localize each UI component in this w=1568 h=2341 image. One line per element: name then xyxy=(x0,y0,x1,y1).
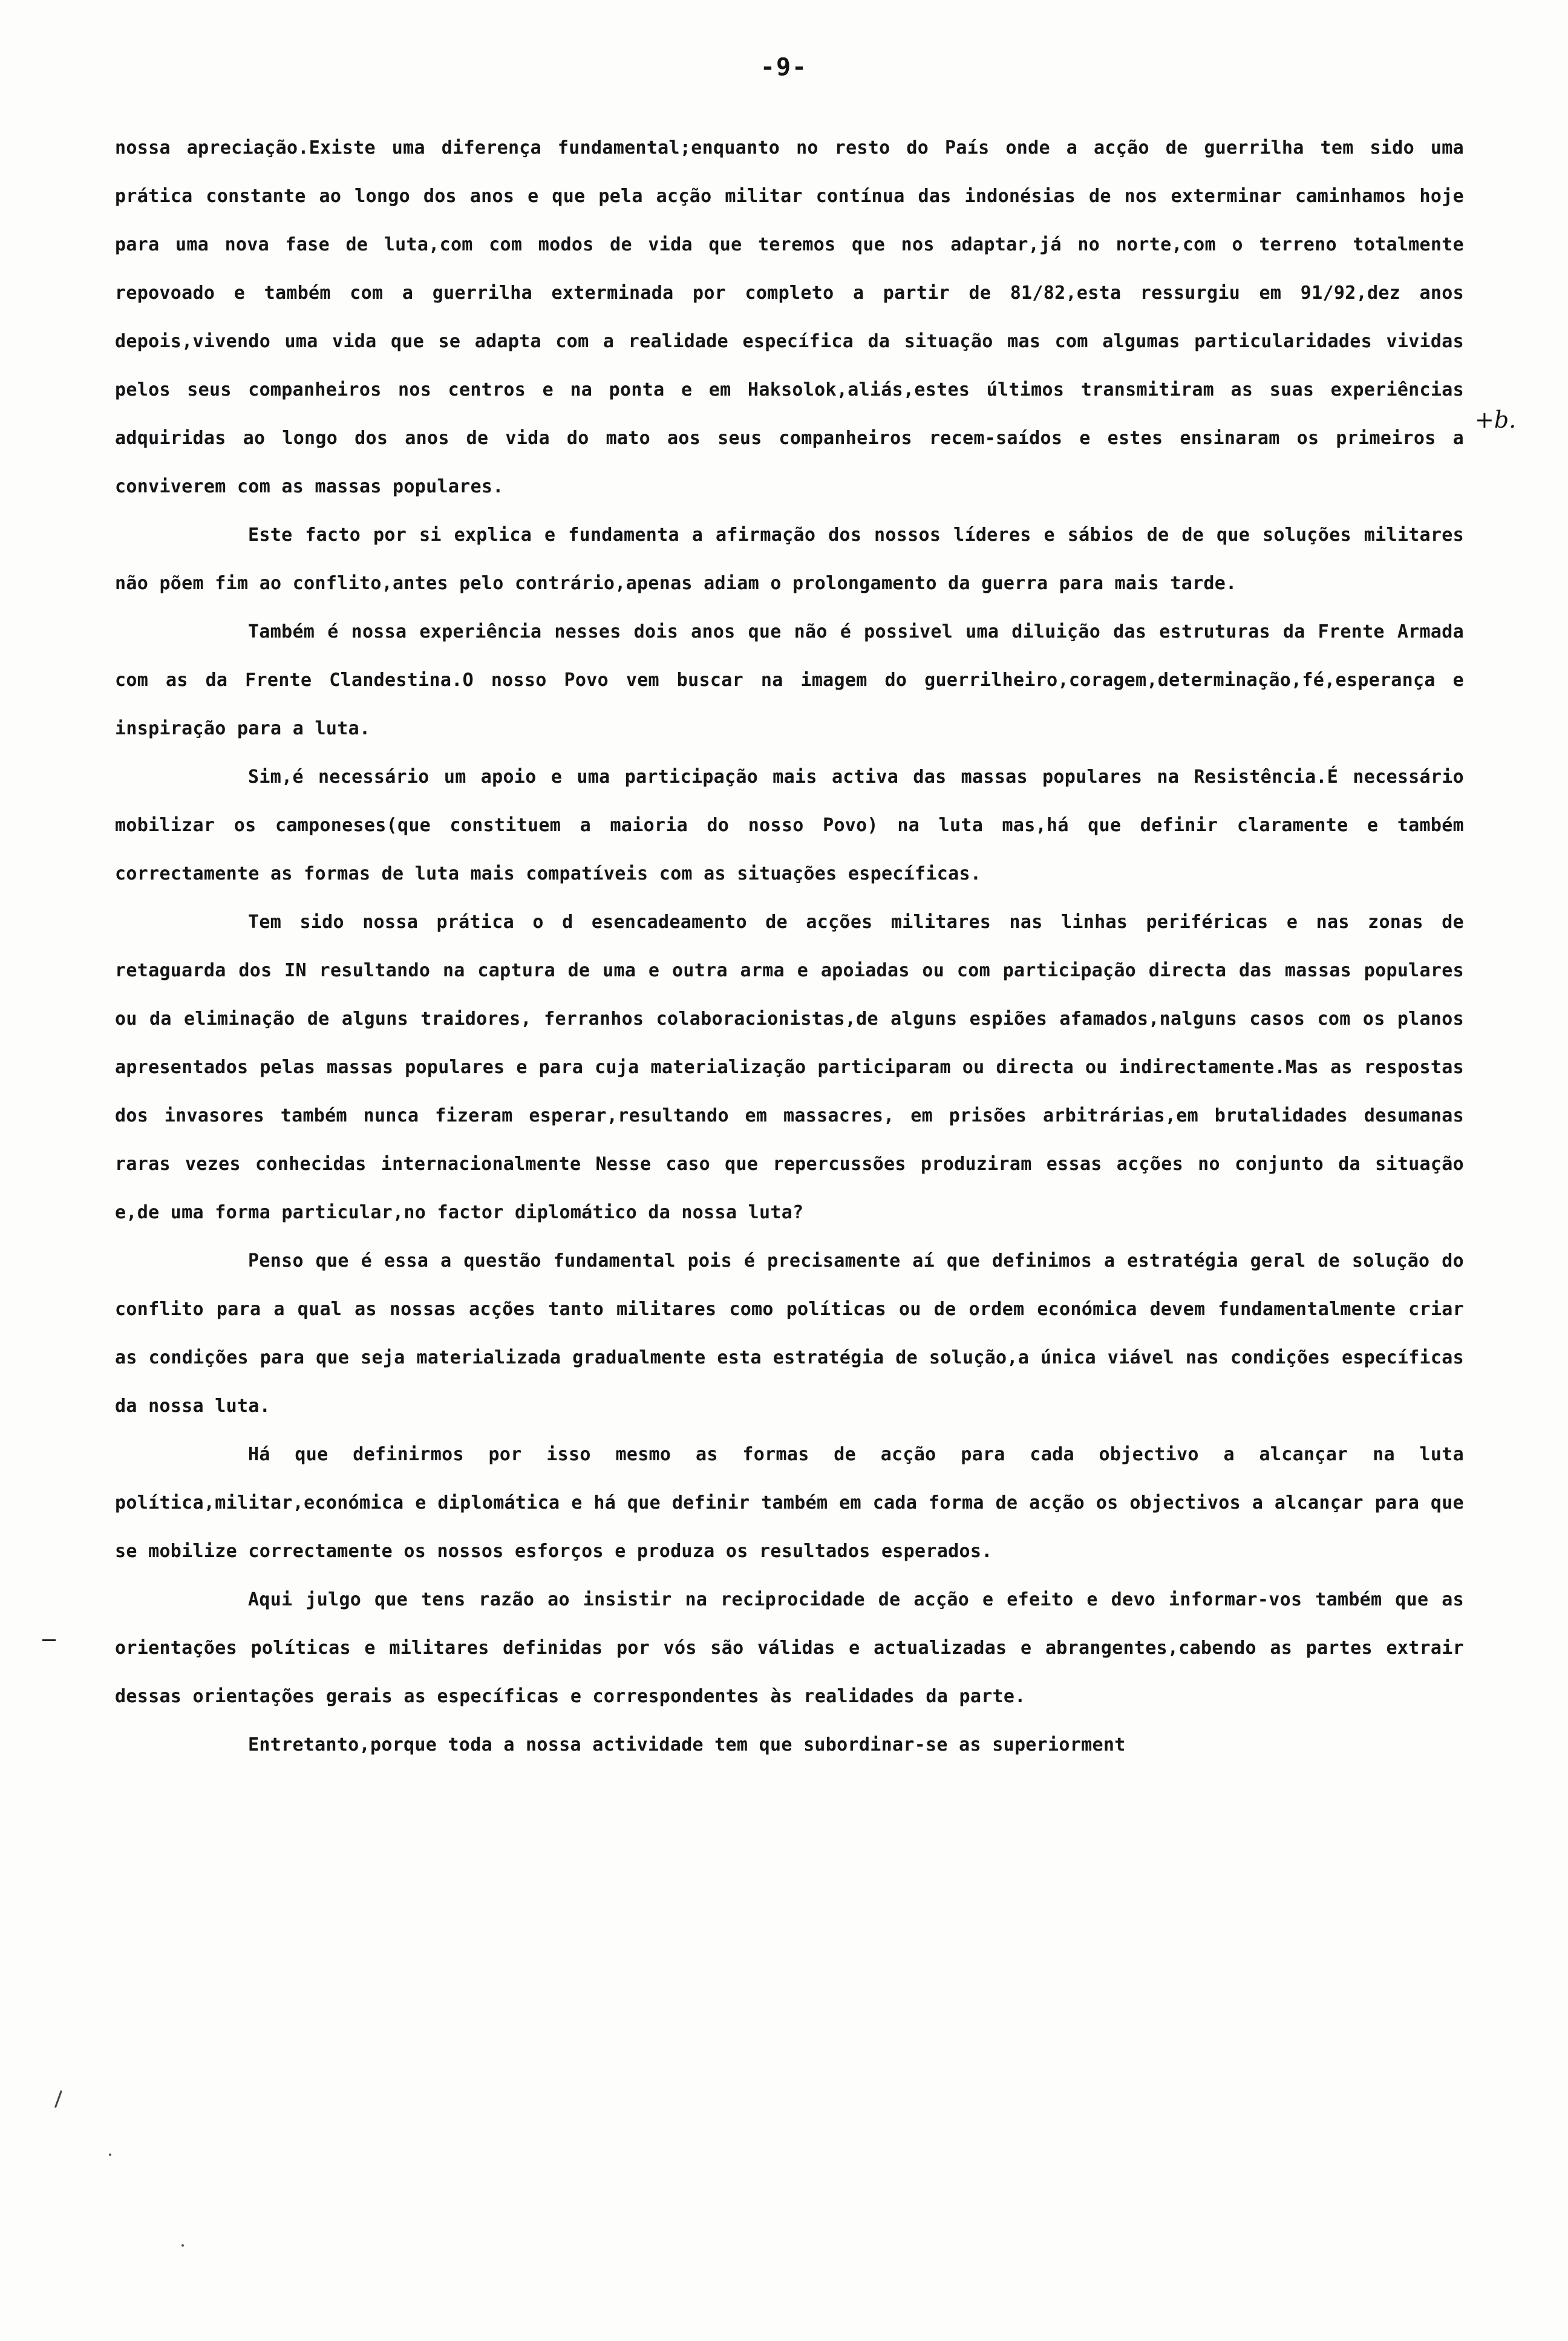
paragraph-6: Penso que é essa a questão fundamental pois é precisamente aí que definimos a estratégia geral de solução do conflito para a qual as nossas acções tanto militares como políticas ou de ordem económica devem fundamentalmente criar as condições para que seja materializada gradualmente esta estratégia de solução,a única viável nas condições específicas da nossa luta. xyxy=(115,1250,1464,1417)
paragraph-4: Sim,é necessário um apoio e uma participação mais activa das massas populares na Resistência.É necessário mobilizar os camponeses(que constituem a maioria do nosso Povo) na luta mas,há que definir claramente e também correctamente as formas de luta mais compatíveis com as situações específicas. xyxy=(115,766,1464,884)
paragraph-9: Entretanto,porque toda a nossa actividade tem que subordinar-se as superiorment xyxy=(248,1734,1126,1755)
margin-dash-mark xyxy=(42,1639,56,1641)
scan-speck xyxy=(109,2153,111,2156)
paragraph-5: Tem sido nossa prática o d esencadeamento de acções militares nas linhas periféricas e nas zonas de retaguarda dos IN resultando na captura de uma e outra arma e apoiadas ou com participação directa das massas populares ou da eliminação de alguns traidores, ferranhos colaboracionistas,de alguns espiões afamados,nalguns casos com os planos apresentados pelas massas populares e para cuja materialização participaram ou directa ou indirectamente.Mas as respostas dos invasores também nunca fizeram esperar,resultando em massacres, em prisões arbitrárias,em brutalidades desumanas raras vezes conhecidas internacionalmente Nesse caso que repercussões produziram essas acções no conjunto da situação e,de uma forma particular,no factor diplomático da nossa luta? xyxy=(115,912,1464,1223)
paragraph-8: Aqui julgo que tens razão ao insistir na reciprocidade de acção e efeito e devo informar-vos também que as orientações políticas e militares definidas por vós são válidas e actualizadas e abrangentes,cabendo as partes extrair dessas orientações gerais as específicas e correspondentes às realidades da parte. xyxy=(115,1589,1464,1707)
paragraph-1: nossa apreciação.Existe uma diferença fundamental;enquanto no resto do País onde a acção de guerrilha tem sido uma prática constante ao longo dos anos e que pela acção militar contínua das indonésias de nos exterminar caminhamos hoje para uma nova fase de luta,com com modos de vida que teremos que nos adaptar,já no norte,com o terreno totalmente repovoado e também com a guerrilha exterminada por completo a partir de 81/82,esta ressurgiu em 91/92,dez anos depois,vivendo uma vida que se adapta com a realidade específica da situação mas com algumas particularidades vividas pelos seus companheiros nos centros e na ponta e em Haksolok,aliás,estes últimos transmitiram as suas experiências adquiridas ao longo dos anos de vida do mato aos seus companheiros recem-saídos e estes ensinaram os primeiros a conviverem com as massas populares. xyxy=(115,137,1464,497)
paragraph-3: Também é nossa experiência nesses dois anos que não é possivel uma diluição das estruturas da Frente Armada com as da Frente Clandestina.O nosso Povo vem buscar na imagem do guerrilheiro,coragem,determinação,fé,esperança e inspiração para a luta. xyxy=(115,621,1464,739)
handwritten-margin-note: +b. xyxy=(1475,406,1517,433)
paragraph-7: Há que definirmos por isso mesmo as formas de acção para cada objectivo a alcançar na luta política,militar,económica e diplomática e há que definir também em cada forma de acção os objectivos a alcançar para que se mobilize correctamente os nossos esforços e produza os resultados esperados. xyxy=(115,1444,1464,1562)
margin-tick-mark xyxy=(54,2090,62,2108)
document-body xyxy=(115,124,1464,1769)
paragraph-2: Este facto por si explica e fundamenta a afirmação dos nossos líderes e sábios de de que soluções militares não põem fim ao conflito,antes pelo contrário,apenas adiam o prolongamento da guerra para mais tarde. xyxy=(115,524,1464,594)
scan-speck xyxy=(181,2244,184,2247)
page-number: -9- xyxy=(760,53,808,81)
